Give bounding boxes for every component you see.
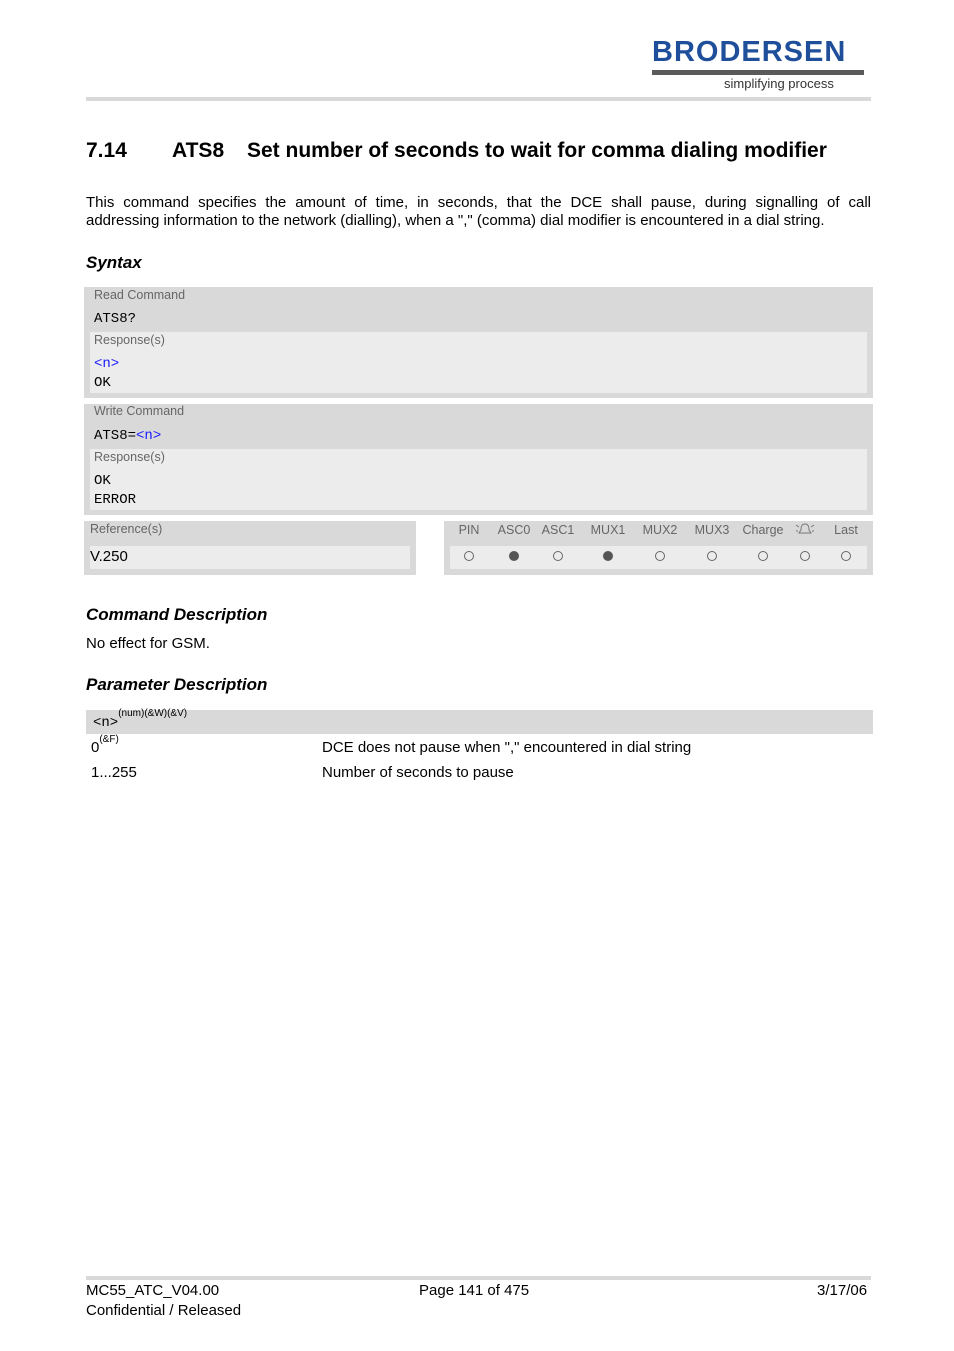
availability-header-last: Last <box>834 523 858 537</box>
read-response-ok: OK <box>94 375 111 391</box>
section-command: ATS8 <box>172 139 225 162</box>
reference-box <box>84 521 416 575</box>
write-response-box <box>90 449 867 510</box>
intro-line-2: addressing information to the network (dialling), when a "," (comma) dial modifier is encountered in a dial string. <box>86 212 825 229</box>
write-command-param: <n> <box>136 428 162 444</box>
param-value-0-sup: (&F) <box>99 734 119 745</box>
availability-row <box>450 546 867 569</box>
availability-header-asc0: ASC0 <box>497 523 531 537</box>
reference-value-box <box>90 546 410 569</box>
footer-page: Page 141 of 475 <box>419 1282 530 1299</box>
write-response-error: ERROR <box>94 492 137 508</box>
param-value-1 <box>91 764 137 781</box>
availability-dot-mux2 <box>655 551 665 561</box>
availability-dot-pin <box>464 551 474 561</box>
write-response-ok: OK <box>94 473 111 489</box>
reference-label: Reference(s) <box>90 522 163 536</box>
alarm-icon <box>795 522 815 539</box>
availability-header-mux3: MUX3 <box>694 523 730 537</box>
brand-slogan: simplifying process <box>724 76 834 91</box>
param-desc-0: DCE does not pause when "," encountered in dial string <box>322 739 692 756</box>
read-response-param: <n> <box>94 356 120 372</box>
command-description-heading: Command Description <box>86 605 268 624</box>
footer-divider <box>86 1276 871 1280</box>
command-description-text: No effect for GSM. <box>86 635 210 652</box>
read-command-code: ATS8? <box>94 311 137 327</box>
header-divider <box>86 97 871 101</box>
availability-dot-alarm <box>800 551 810 561</box>
parameter-description-heading: Parameter Description <box>86 675 268 694</box>
availability-dot-charge <box>758 551 768 561</box>
availability-header-charge: Charge <box>742 523 784 537</box>
param-value-0 <box>91 734 119 756</box>
write-command-prefix: ATS8= <box>94 428 137 444</box>
availability-dot-asc1 <box>553 551 563 561</box>
logo-underline <box>652 70 864 75</box>
availability-dot-last <box>841 551 851 561</box>
section-title <box>86 139 827 163</box>
footer-date: 3/17/06 <box>817 1282 868 1299</box>
intro-line-1: This command specifies the amount of time, in seconds, that the DCE shall pause, during signalling of call <box>86 194 871 211</box>
availability-dot-asc0 <box>509 551 519 561</box>
section-number: 7.14 <box>86 139 127 162</box>
write-response-label: Response(s) <box>94 450 165 464</box>
availability-dot-mux3 <box>707 551 717 561</box>
parameter-name: <n> <box>93 715 119 731</box>
syntax-heading: Syntax <box>86 253 142 272</box>
availability-box <box>444 521 873 575</box>
parameter-name-wrap <box>93 708 188 731</box>
read-response-box <box>90 332 867 393</box>
reference-value: V.250 <box>90 548 128 565</box>
read-command-label: Read Command <box>94 288 186 302</box>
param-value-1-text: 1...255 <box>91 764 137 781</box>
parameter-attributes: (num)(&W)(&V) <box>118 708 188 719</box>
write-command-box <box>84 404 873 515</box>
param-value-0-text: 0 <box>91 739 100 756</box>
write-command-code <box>94 428 161 444</box>
parameter-header <box>86 710 873 734</box>
read-command-box <box>84 287 873 398</box>
read-response-label: Response(s) <box>94 333 165 347</box>
availability-dot-mux1 <box>603 551 613 561</box>
brand-logo: BRODERSEN <box>652 36 847 68</box>
availability-header-asc1: ASC1 <box>541 523 575 537</box>
write-command-label: Write Command <box>94 404 185 418</box>
availability-header-mux1: MUX1 <box>590 523 626 537</box>
footer-doc-id: MC55_ATC_V04.00 <box>86 1282 220 1299</box>
availability-header-pin: PIN <box>458 523 480 537</box>
section-title-text: Set number of seconds to wait for comma dialing modifier <box>247 139 827 162</box>
param-desc-1: Number of seconds to pause <box>322 764 514 781</box>
footer-status: Confidential / Released <box>86 1302 242 1319</box>
intro-paragraph <box>86 194 871 230</box>
availability-header-mux2: MUX2 <box>642 523 678 537</box>
